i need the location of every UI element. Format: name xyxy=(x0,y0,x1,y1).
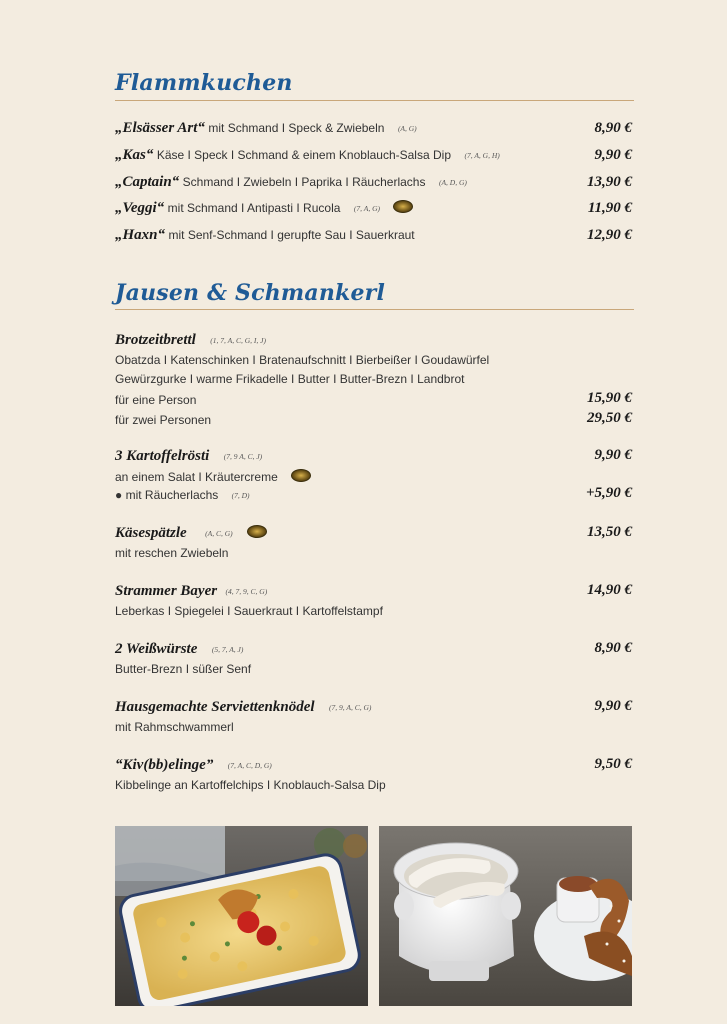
item-desc: Butter-Brezn I süßer Senf xyxy=(115,662,252,676)
item-desc: Gewürzgurke I warme Frikadelle I Butter I Butter-Brezn I Landbrot xyxy=(115,372,465,386)
item-price: 14,90 € xyxy=(587,582,632,598)
section-divider xyxy=(115,100,634,101)
menu-item xyxy=(115,227,632,247)
item-allergens: (A, G) xyxy=(397,124,417,133)
item-price: 13,90 € xyxy=(587,174,632,190)
item-allergens: (A, D, G) xyxy=(438,178,467,187)
option-label: für zwei Personen xyxy=(115,413,212,427)
item-price: 12,90 € xyxy=(587,227,632,243)
vegetarian-badge-icon xyxy=(393,200,413,213)
item-price: 8,90 € xyxy=(594,120,632,136)
menu-item-kartoffelroesti xyxy=(115,447,632,507)
menu-item xyxy=(115,174,632,194)
kaesespaetzle-image xyxy=(115,826,368,1006)
menu-item-serviettenknoedel xyxy=(115,698,632,734)
item-name: Käsespätzle xyxy=(115,525,187,541)
item-desc: Kibbelinge an Kartoffelchips I Knoblauch-Salsa Dip xyxy=(115,778,386,792)
item-name: “Kiv(bb)elinge” xyxy=(115,757,214,773)
vegetarian-badge-icon xyxy=(291,469,311,482)
addon-price: +5,90 € xyxy=(585,485,632,501)
item-name: „Kas“ xyxy=(115,147,154,163)
item-desc: mit Rahmschwammerl xyxy=(115,720,234,734)
item-name: 2 Weißwürste xyxy=(115,641,198,657)
item-price: 9,90 € xyxy=(594,147,632,163)
item-allergens: (A, C, G) xyxy=(205,529,233,538)
item-allergens: (7, A, G) xyxy=(353,204,380,213)
item-name: „Haxn“ xyxy=(115,227,166,243)
menu-item-kibbelinge xyxy=(115,756,632,792)
section-divider xyxy=(115,309,634,310)
item-name: „Veggi“ xyxy=(115,200,165,216)
vegetarian-badge-icon xyxy=(247,525,267,538)
item-name: „Elsässer Art“ xyxy=(115,120,205,136)
item-name: „Captain“ xyxy=(115,174,180,190)
item-allergens: (7, A, C, D, G) xyxy=(227,761,272,770)
item-price: 11,90 € xyxy=(587,200,632,216)
weisswuerste-image xyxy=(379,826,632,1006)
item-price: 9,90 € xyxy=(594,447,632,463)
item-desc: Schmand I Zwiebeln I Paprika I Räucherlachs xyxy=(182,175,426,189)
menu-item-strammer-bayer xyxy=(115,582,632,618)
menu-item xyxy=(115,200,632,220)
option-row xyxy=(115,410,632,427)
option-price: 15,90 € xyxy=(587,390,632,406)
item-allergens: (7, A, G, H) xyxy=(464,151,500,160)
menu-item xyxy=(115,147,632,167)
item-desc: Käse I Speck I Schmand & einem Knoblauch-Salsa Dip xyxy=(156,148,451,162)
photo-kaesespaetzle xyxy=(115,826,368,1006)
item-allergens: (5, 7, A, J) xyxy=(211,645,244,654)
bullet-icon: ● xyxy=(115,488,123,502)
section-title-flammkuchen: Flammkuchen xyxy=(115,70,293,96)
item-name: Hausgemachte Serviettenknödel xyxy=(115,699,315,715)
item-desc: Leberkas I Spiegelei I Sauerkraut I Kartoffelstampf xyxy=(115,604,383,618)
item-allergens: (4, 7, 9, C, G) xyxy=(225,587,268,596)
item-allergens: (7, 9, A, C, G) xyxy=(329,703,372,712)
menu-item-brotzeitbrettl xyxy=(115,331,632,431)
section-title-jausen: Jausen & Schmankerl xyxy=(115,280,386,306)
item-allergens: (1, 7, A, C, G, I, J) xyxy=(210,336,266,345)
addon-allergens: (7, D) xyxy=(231,491,250,500)
item-allergens: (7, 9 A, C, J) xyxy=(223,452,263,461)
option-row xyxy=(115,390,632,407)
item-price: 13,50 € xyxy=(587,524,632,540)
menu-item xyxy=(115,120,632,140)
item-price: 9,50 € xyxy=(594,756,632,772)
item-desc: mit Schmand I Antipasti I Rucola xyxy=(167,201,341,215)
item-price: 8,90 € xyxy=(594,640,632,656)
item-name: 3 Kartoffelrösti xyxy=(115,448,210,464)
item-desc: mit reschen Zwiebeln xyxy=(115,546,229,560)
addon-row xyxy=(115,485,632,502)
menu-item-kaesespaetzle xyxy=(115,524,632,560)
item-desc: Obatzda I Katenschinken I Bratenaufschnitt I Bierbeißer I Goudawürfel xyxy=(115,353,490,367)
item-desc: mit Schmand I Speck & Zwiebeln xyxy=(208,121,385,135)
item-name: Strammer Bayer xyxy=(115,583,218,599)
item-price: 9,90 € xyxy=(594,698,632,714)
item-desc: an einem Salat I Kräutercreme xyxy=(115,470,278,484)
addon-label: mit Räucherlachs xyxy=(125,488,219,502)
photo-weisswuerste xyxy=(379,826,632,1006)
option-label: für eine Person xyxy=(115,393,197,407)
item-name: Brotzeitbrettl xyxy=(115,332,196,348)
item-desc: mit Senf-Schmand I gerupfte Sau I Sauerkraut xyxy=(168,228,415,242)
option-price: 29,50 € xyxy=(587,410,632,426)
menu-item-weisswuerste xyxy=(115,640,632,676)
